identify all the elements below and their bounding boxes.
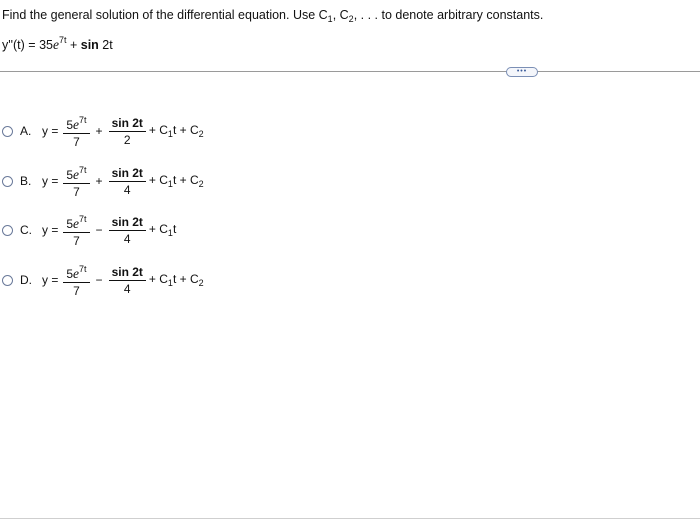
question-prompt: Find the general solution of the differential equation. Use $C_1$, $C_2$, . . . to denote arbitrary constants. bbox=[2, 8, 544, 24]
fraction-sin-term: $\frac{\sin 2t}{4}$ bbox=[109, 166, 146, 197]
radio-button-b[interactable] bbox=[2, 176, 13, 187]
fraction-sin-term: $\frac{\sin 2t}{2}$ bbox=[109, 116, 146, 147]
question-block bbox=[2, 7, 543, 54]
option-letter: D. bbox=[20, 273, 32, 287]
option-equation: y = $\frac{5e^{7t}}{7}$ + $\frac{\sin 2t}{2}$ + $C_1t + C_2$ bbox=[42, 115, 204, 149]
option-equation: y = $\frac{5e^{7t}}{7}$ − $\frac{\sin 2t}{4}$ + $C_1t + C_2$ bbox=[42, 264, 204, 298]
radio-button-d[interactable] bbox=[2, 275, 13, 286]
constant-terms: + $C_1t$ bbox=[148, 222, 177, 238]
section-divider bbox=[0, 71, 700, 72]
differential-equation: $y''(t) = 35e^{7t} + \sin 2t$ bbox=[2, 35, 113, 52]
option-letter: C. bbox=[20, 223, 32, 237]
fraction-exp-term: $\frac{5e^{7t}}{7}$ bbox=[63, 163, 89, 199]
option-equation: y = $\frac{5e^{7t}}{7}$ + $\frac{\sin 2t}{4}$ + $C_1t + C_2$ bbox=[42, 165, 204, 199]
option-letter: B. bbox=[20, 174, 32, 188]
fraction-sin-term: $\frac{\sin 2t}{4}$ bbox=[109, 215, 146, 246]
option-letter: A. bbox=[20, 124, 32, 138]
answer-option-a[interactable] bbox=[2, 113, 204, 149]
constant-terms: + $C_1t + C_2$ bbox=[148, 272, 204, 288]
option-equation: y = $\frac{5e^{7t}}{7}$ − $\frac{\sin 2t}{4}$ + $C_1t$ bbox=[42, 214, 177, 248]
bottom-divider bbox=[0, 518, 700, 519]
radio-button-c[interactable] bbox=[2, 225, 13, 236]
answer-option-d[interactable] bbox=[2, 262, 204, 298]
radio-button-a[interactable] bbox=[2, 126, 13, 137]
fraction-exp-term: $\frac{5e^{7t}}{7}$ bbox=[63, 212, 89, 248]
fraction-exp-term: $\frac{5e^{7t}}{7}$ bbox=[63, 262, 89, 298]
answer-option-b[interactable] bbox=[2, 163, 204, 199]
answer-option-c[interactable] bbox=[2, 212, 176, 248]
constant-terms: + $C_1t + C_2$ bbox=[148, 123, 204, 139]
fraction-sin-term: $\frac{\sin 2t}{4}$ bbox=[109, 265, 146, 296]
more-options-button[interactable]: ••• bbox=[506, 67, 538, 77]
constant-terms: + $C_1t + C_2$ bbox=[148, 173, 204, 189]
fraction-exp-term: $\frac{5e^{7t}}{7}$ bbox=[63, 113, 89, 149]
